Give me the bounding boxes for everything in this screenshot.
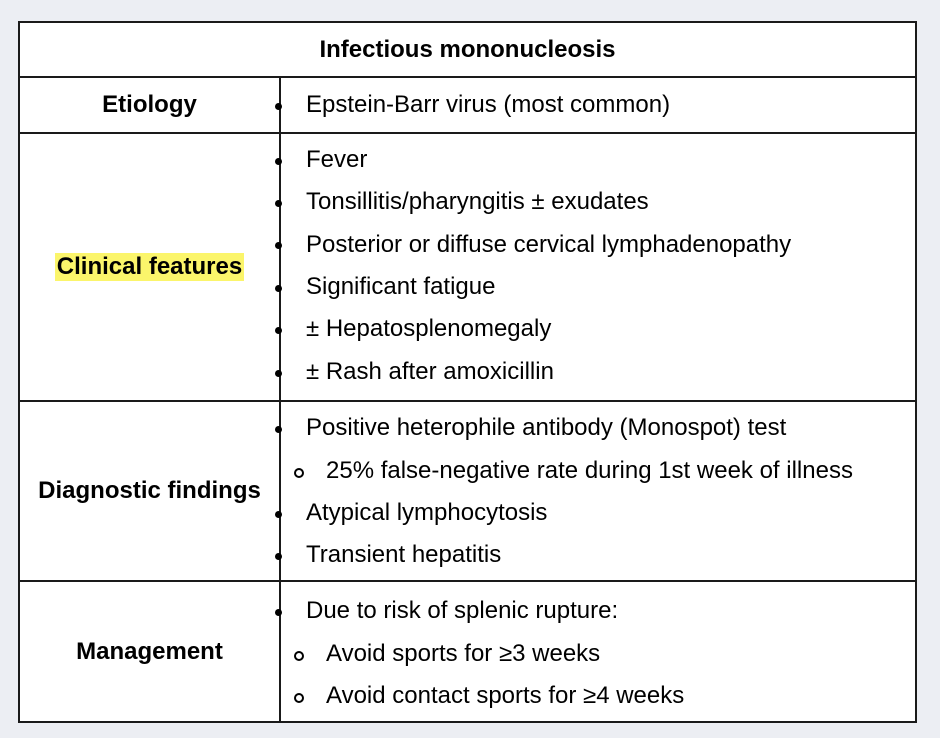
bullet-icon [275,158,282,165]
category-label: Clinical features [56,253,243,280]
list-item: Transient hepatitis [306,541,502,568]
bullet-icon [275,327,282,334]
category-clinical-features [20,134,279,400]
category-diagnostic-findings [20,402,279,580]
bullet-icon [275,200,282,207]
bullet-icon [275,609,282,616]
list-item: ± Rash after amoxicillin [306,358,554,385]
category-label: Etiology [102,91,197,118]
list-item: 25% false-negative rate during 1st week of illness [326,457,853,484]
category-label: Diagnostic findings [38,477,261,504]
list-item: Tonsillitis/pharyngitis ± exudates [306,188,649,215]
bullet-icon [275,553,282,560]
bullet-icon [275,285,282,292]
list-item: Avoid sports for ≥3 weeks [326,640,601,667]
list-item: Avoid contact sports for ≥4 weeks [326,682,685,709]
sub-bullet-icon [294,693,304,703]
category-label: Management [76,637,223,665]
bullet-icon [275,242,282,249]
list-item: ± Hepatosplenomegaly [306,315,552,342]
mono-table [18,21,917,723]
list-item: Significant fatigue [306,273,496,300]
row-diagnostic-findings [20,402,915,582]
category-etiology [20,78,279,132]
table-title: Infectious mononucleosis [20,23,915,78]
list-item: Atypical lymphocytosis [306,499,548,526]
list-item: Epstein-Barr virus (most common) [306,91,671,118]
list-item: Positive heterophile antibody (Monospot) test [306,414,787,441]
bullet-icon [275,426,282,433]
sub-bullet-icon [294,651,304,661]
list-item: Posterior or diffuse cervical lymphadenopathy [306,231,792,258]
bullet-icon [275,103,282,110]
row-etiology [20,78,915,134]
list-item: Due to risk of splenic rupture: [306,597,619,624]
list-item: Fever [306,146,368,173]
row-management [20,582,915,721]
bullet-icon [275,511,282,518]
category-management [20,582,279,721]
row-clinical-features [20,134,915,402]
sub-bullet-icon [294,468,304,478]
bullet-icon [275,370,282,377]
